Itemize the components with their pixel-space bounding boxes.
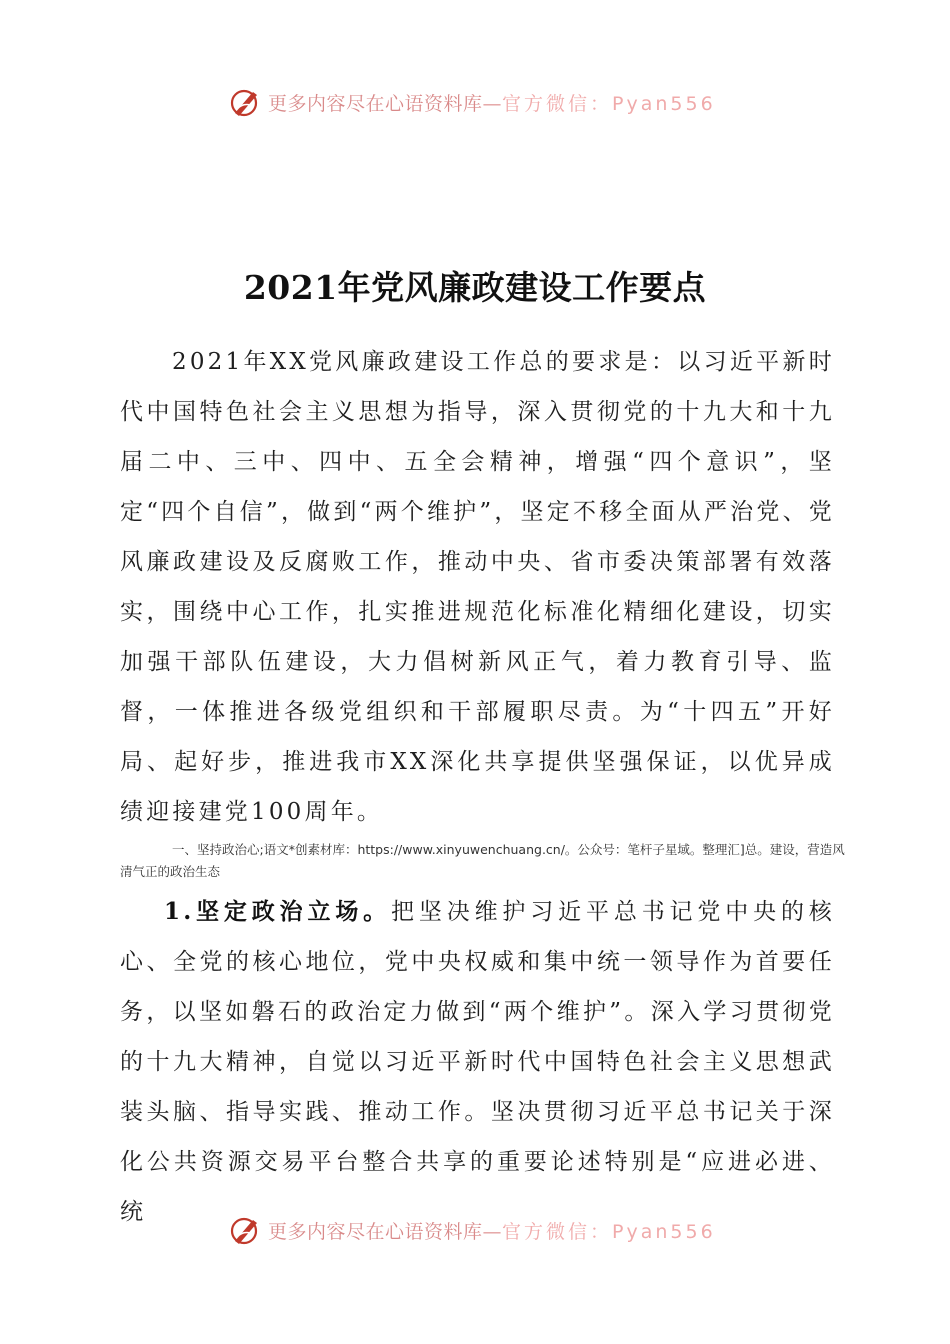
pen-logo-icon (228, 1213, 262, 1247)
banner-text: 更多内容尽在心语资料库—官方微信：Pyan556 (268, 92, 716, 115)
intro-paragraph: 2021年XX党风廉政建设工作总的要求是：以习近平新时代中国特色社会主义思想为指导，深入贯彻党的十九大和十九届二中、三中、四中、五全会精神，增强“四个意识”，坚定“四个自信”，做到“两个维护”，坚定不移全面从严治党、党风廉政建设及反腐败工作，推动中央、省市委决策部署有效落实，围绕中心工作，扎实推进规范化标准化精细化建设，切实加强干部队伍建设，大力倡树新风正气，着力教育引导、监督，一体推进各级党组织和干部履职尽责。为“十四五”开好局、起好步，推进我市XX深化共享提供坚强保证，以优异成绩迎接建党100周年。 (120, 349, 835, 825)
document-title: 2021年党风廉政建设工作要点 (243, 268, 707, 307)
banner-text: 更多内容尽在心语资料库—官方微信：Pyan556 (268, 1220, 716, 1243)
section-heading-note: 一、坚持政治心;语文*创素材库：https://www.xinyuwenchuang.cn/。公众号：笔杆子星域。整理汇]总。建设，营造风清气正的政治生态 (120, 842, 845, 879)
item-1-heading: 1.坚定政治立场。 (164, 898, 392, 925)
item-1-body: 把坚决维护习近平总书记党中央的核心、全党的核心地位，党中央权威和集中统一领导作为首要任务，以坚如磐石的政治定力做到“两个维护”。深入学习贯彻党的十九大精神，自觉以习近平新时代中国特色社会主义思想武装头脑、指导实践、推动工作。坚决贯彻习近平总书记关于深化公共资源交易平台整合共享的重要论述特别是“应进必进、统 (120, 899, 836, 1225)
header-banner (228, 82, 716, 122)
pen-logo-icon (228, 85, 262, 119)
item-1-paragraph (120, 887, 835, 1237)
footer-banner (228, 1210, 716, 1250)
